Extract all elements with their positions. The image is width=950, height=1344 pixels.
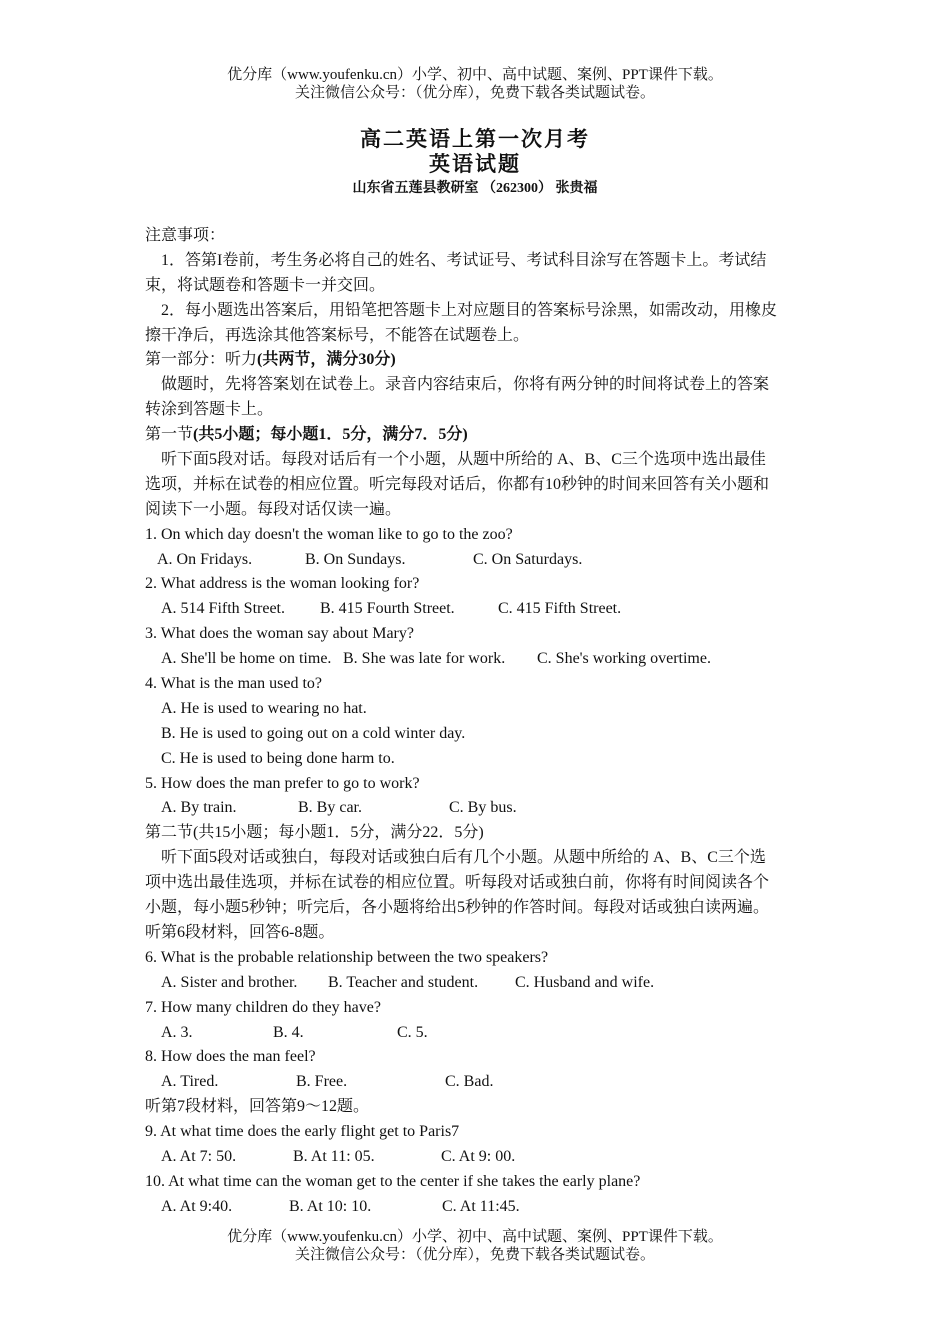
- option-1a: A. On Fridays.: [157, 550, 253, 568]
- options-6: [145, 971, 807, 996]
- part1-heading: 第一部分：听力(共两节，满分30分): [145, 351, 396, 369]
- option-6b: B. Teacher and student.: [328, 973, 479, 991]
- section1-instr-c: 阅读下一小题。每段对话仅读一遍。: [145, 500, 402, 518]
- option-10c: C. At 11:45.: [442, 1197, 520, 1215]
- section1-instr-a: 听下面5段对话。每段对话后有一个小题，从题中所给的 A、B、C三个选项中选出最佳: [161, 451, 766, 469]
- option-5b: B. By car.: [298, 799, 362, 817]
- section2-instr-b: 项中选出最佳选项，并标在试卷的相应位置。听每段对话或独白前，你将有时间阅读各个: [145, 874, 770, 892]
- question-2: 2. What address is the woman looking for?: [145, 575, 420, 593]
- options-5: [145, 796, 807, 821]
- option-10b: B. At 10: 10.: [289, 1197, 372, 1215]
- option-3c: C. She's working overtime.: [537, 650, 711, 668]
- material-7: 听第7段材料，回答第9～12题。: [145, 1098, 370, 1116]
- options-8: [145, 1070, 807, 1095]
- footer-line-1: 优分库（www.youfenku.cn）小学、初中、高中试题、案例、PPT课件下载。: [227, 1229, 723, 1245]
- header-line-1: 优分库（www.youfenku.cn）小学、初中、高中试题、案例、PPT课件下载。: [227, 67, 723, 83]
- question-10: 10. At what time can the woman get to the center if she takes the early plane?: [145, 1172, 641, 1190]
- exam-title: 高二英语上第一次月考: [360, 127, 590, 151]
- option-2a: A. 514 Fifth Street.: [161, 600, 285, 618]
- part1-instr-a: 做题时，先将答案划在试卷上。录音内容结束后，你将有两分钟的时间将试卷上的答案: [161, 376, 770, 394]
- option-10a: A. At 9:40.: [161, 1197, 233, 1215]
- option-3a: A. She'll be home on time.: [161, 650, 332, 668]
- notes-heading: 注意事项：: [145, 227, 226, 244]
- options-2: [145, 597, 807, 622]
- option-1c: C. On Saturdays.: [473, 550, 583, 568]
- option-6a: A. Sister and brother.: [161, 973, 298, 991]
- option-5a: A. By train.: [161, 799, 237, 817]
- option-9a: A. At 7: 50.: [161, 1147, 237, 1165]
- exam-subtitle: 英语试题: [429, 152, 521, 176]
- question-5: 5. How does the man prefer to go to work?: [145, 774, 420, 792]
- question-1: 1. On which day doesn't the woman like to go to the zoo?: [145, 525, 513, 543]
- option-2c: C. 415 Fifth Street.: [498, 600, 622, 618]
- question-8: 8. How does the man feel?: [145, 1048, 316, 1066]
- note-1b: 束，将试题卷和答题卡一并交回。: [145, 276, 386, 294]
- section2-instr-a: 听下面5段对话或独白，每段对话或独白后有几个小题。从题中所给的 A、B、C三个选: [161, 849, 766, 867]
- note-1a: 1．答第I卷前，考生务必将自己的姓名、考试证号、考试科目涂写在答题卡上。考试结: [161, 251, 767, 269]
- footer-line-2: 关注微信公众号：（优分库），免费下载各类试题试卷。: [294, 1247, 655, 1263]
- section1-heading: 第一节(共5小题；每小题1．5分，满分7．5分): [145, 426, 468, 444]
- question-6: 6. What is the probable relationship between the two speakers?: [145, 948, 549, 966]
- option-9b: B. At 11: 05.: [293, 1147, 375, 1165]
- section2-heading: 第二节(共15小题；每小题1．5分，满分22．5分): [145, 824, 484, 842]
- material-6: 听第6段材料，回答6-8题。: [145, 923, 335, 941]
- note-2a: 2．每小题选出答案后，用铅笔把答题卡上对应题目的答案标号涂黑，如需改动，用橡皮: [161, 301, 778, 319]
- option-8c: C. Bad.: [445, 1073, 494, 1091]
- options-1: [145, 548, 807, 573]
- part1-instr-b: 转涂到答题卡上。: [145, 401, 274, 419]
- options-9: [145, 1145, 807, 1170]
- note-2b: 擦干净后，再选涂其他答案标号，不能答在试题卷上。: [145, 326, 530, 344]
- option-7c: C. 5.: [397, 1023, 428, 1041]
- options-3: [145, 647, 807, 672]
- question-3: 3. What does the woman say about Mary?: [145, 625, 414, 643]
- question-9: 9. At what time does the early flight get to Paris7: [145, 1123, 460, 1141]
- option-4b: B. He is used to going out on a cold winter day.: [161, 724, 466, 742]
- exam-body: [145, 224, 807, 1220]
- option-7b: B. 4.: [273, 1023, 304, 1041]
- option-8a: A. Tired.: [161, 1073, 219, 1091]
- exam-author: 山东省五莲县教研室 （262300） 张贵福: [352, 181, 598, 196]
- page-header: [0, 66, 950, 102]
- option-4c: C. He is used to being done harm to.: [161, 749, 395, 767]
- option-3b: B. She was late for work.: [343, 650, 506, 668]
- option-4a: A. He is used to wearing no hat.: [161, 699, 367, 717]
- option-1b: B. On Sundays.: [305, 550, 406, 568]
- options-7: [145, 1021, 807, 1046]
- option-2b: B. 415 Fourth Street.: [320, 600, 455, 618]
- question-4: 4. What is the man used to?: [145, 675, 322, 693]
- question-7: 7. How many children do they have?: [145, 998, 381, 1016]
- section2-instr-c: 小题，每小题5秒钟；听完后，各小题将给出5秒钟的作答时间。每段对话或独白读两遍。: [145, 899, 770, 917]
- page-footer: [0, 1228, 950, 1264]
- option-9c: C. At 9: 00.: [441, 1147, 516, 1165]
- option-5c: C. By bus.: [449, 799, 517, 817]
- header-line-2: 关注微信公众号：（优分库），免费下载各类试题试卷。: [294, 85, 655, 101]
- options-10: [145, 1195, 807, 1220]
- option-6c: C. Husband and wife.: [515, 973, 655, 991]
- option-8b: B. Free.: [296, 1073, 348, 1091]
- option-7a: A. 3.: [161, 1023, 193, 1041]
- section1-instr-b: 选项，并标在试卷的相应位置。听完每段对话后，你都有10秒钟的时间来回答有关小题和: [145, 475, 770, 493]
